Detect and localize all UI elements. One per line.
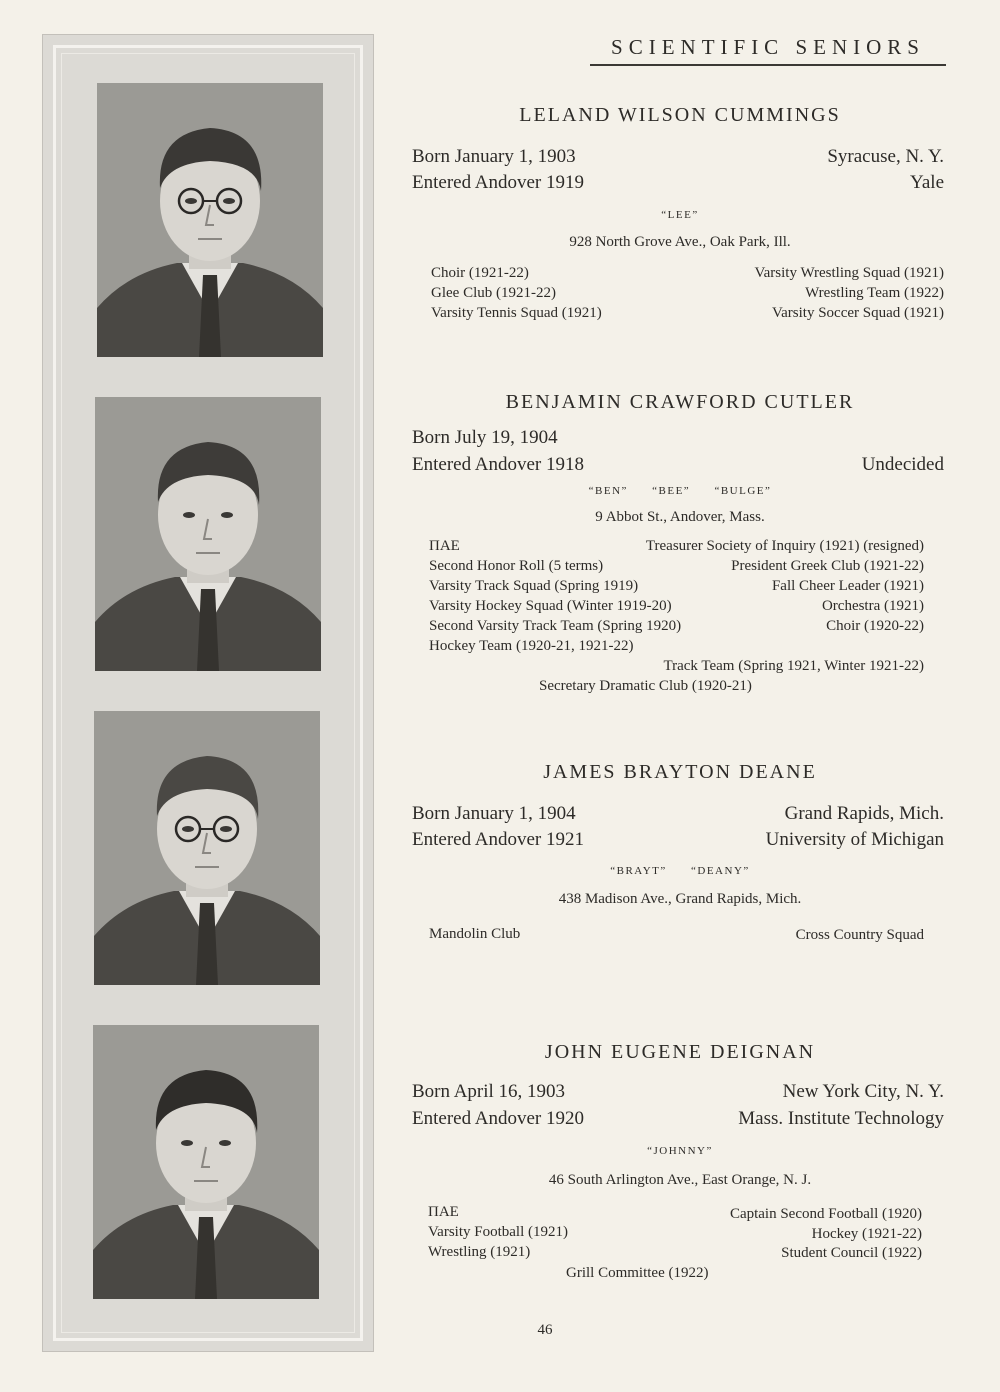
activity: Hockey Team (1920-21, 1921-22) xyxy=(429,638,634,654)
activity: Choir (1920-22) xyxy=(826,618,924,634)
activity: President Greek Club (1921-22) xyxy=(731,558,924,574)
activity: Varsity Wrestling Squad (1921) xyxy=(754,265,944,281)
senior-name: JOHN EUGENE DEIGNAN xyxy=(544,1041,816,1063)
hometown: Syracuse, N. Y. xyxy=(827,146,944,167)
birth-date: Born January 1, 1904 xyxy=(412,803,576,824)
activity: Second Varsity Track Team (Spring 1920) xyxy=(429,618,682,634)
activity: Secretary Dramatic Club (1920-21) xyxy=(539,678,752,694)
college-choice: Mass. Institute Technology xyxy=(738,1108,944,1129)
entered-year: Entered Andover 1920 xyxy=(412,1108,585,1129)
college-choice: Yale xyxy=(910,172,944,193)
activity: Second Honor Roll (5 terms) xyxy=(429,558,604,574)
hometown: New York City, N. Y. xyxy=(782,1081,944,1102)
activity: Captain Second Football (1920) xyxy=(729,1206,922,1222)
nickname: “BEN” xyxy=(588,485,628,497)
activity: Mandolin Club xyxy=(429,926,521,942)
activity: Varsity Football (1921) xyxy=(428,1224,568,1240)
nickname: “JOHNNY” xyxy=(647,1145,713,1157)
activity: Orchestra (1921) xyxy=(821,598,924,614)
home-address: 46 South Arlington Ave., East Orange, N. J. xyxy=(548,1172,812,1188)
entered-year: Entered Andover 1921 xyxy=(412,829,585,850)
college-choice: University of Michigan xyxy=(765,829,944,850)
activity: Treasurer Society of Inquiry (1921) (resigned) xyxy=(645,538,924,554)
birth-date: Born July 19, 1904 xyxy=(412,427,558,448)
activity: ΠΑΕ xyxy=(428,1204,459,1220)
nickname: “LEE” xyxy=(661,209,699,221)
nickname: “BULGE” xyxy=(714,485,772,497)
activity: Student Council (1922) xyxy=(781,1245,922,1261)
home-address: 928 North Grove Ave., Oak Park, Ill. xyxy=(569,234,791,250)
activity: ΠΑΕ xyxy=(429,538,460,554)
activity: Hockey (1921-22) xyxy=(811,1226,922,1242)
activity: Cross Country Squad xyxy=(795,927,924,943)
nickname: “DEANY” xyxy=(691,865,750,877)
activity: Track Team (Spring 1921, Winter 1921-22) xyxy=(663,658,924,674)
page-header: SCIENTIFIC SENIORS xyxy=(590,35,946,66)
college-choice: Undecided xyxy=(861,454,944,475)
entered-year: Entered Andover 1918 xyxy=(412,454,585,475)
activity: Fall Cheer Leader (1921) xyxy=(771,578,924,594)
home-address: 438 Madison Ave., Grand Rapids, Mich. xyxy=(558,891,802,907)
activity: Varsity Track Squad (Spring 1919) xyxy=(429,578,639,594)
portrait-photo-cutler xyxy=(95,397,321,671)
birth-date: Born January 1, 1903 xyxy=(412,146,576,167)
activity: Varsity Tennis Squad (1921) xyxy=(431,305,602,321)
nicknames xyxy=(400,209,960,221)
nickname: “BEE” xyxy=(652,485,691,497)
photo-strip xyxy=(42,34,374,1352)
activity: Wrestling Team (1922) xyxy=(805,285,944,301)
portrait-photo-cummings xyxy=(97,83,323,357)
activity: Grill Committee (1922) xyxy=(566,1265,709,1281)
nickname: “BRAYT” xyxy=(610,865,667,877)
activity: Varsity Soccer Squad (1921) xyxy=(771,305,944,321)
senior-name: JAMES BRAYTON DEANE xyxy=(543,761,817,783)
activity: Varsity Hockey Squad (Winter 1919-20) xyxy=(429,598,672,614)
birth-date: Born April 16, 1903 xyxy=(412,1081,566,1102)
activity: Choir (1921-22) xyxy=(431,265,529,281)
nicknames xyxy=(400,1145,960,1157)
nicknames xyxy=(400,865,960,877)
home-address: 9 Abbot St., Andover, Mass. xyxy=(595,509,765,525)
hometown: Grand Rapids, Mich. xyxy=(784,803,944,824)
nicknames xyxy=(400,485,960,497)
portrait-photo-deignan xyxy=(93,1025,319,1299)
senior-name: LELAND WILSON CUMMINGS xyxy=(519,104,841,126)
page-number: 46 xyxy=(537,1322,553,1338)
entered-year: Entered Andover 1919 xyxy=(412,172,585,193)
activity: Glee Club (1921-22) xyxy=(431,285,556,301)
senior-name: BENJAMIN CRAWFORD CUTLER xyxy=(505,391,855,413)
activity: Wrestling (1921) xyxy=(428,1244,531,1260)
portrait-photo-deane xyxy=(94,711,320,985)
